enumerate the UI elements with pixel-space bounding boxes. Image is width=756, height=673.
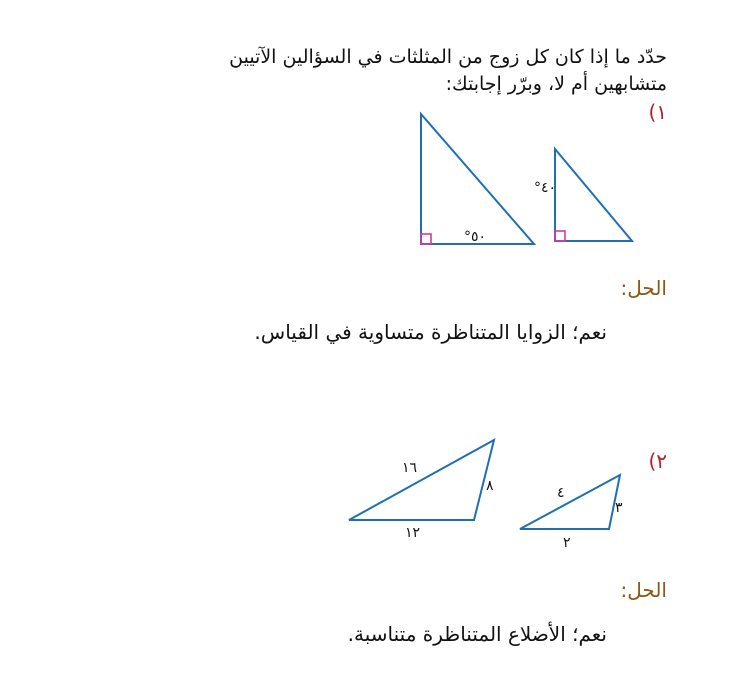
triangle-1-large bbox=[421, 114, 534, 244]
side-label-3: ٣ bbox=[615, 500, 623, 516]
side-label-4: ٤ bbox=[557, 485, 565, 501]
solution-label-1: الحل: bbox=[620, 276, 667, 300]
problem-2-number: ٢) bbox=[648, 449, 667, 473]
angle-label-50: ٥٠° bbox=[463, 229, 486, 245]
answer-1: نعم؛ الزوايا المتناظرة متساوية في القياس. bbox=[254, 320, 607, 344]
problem-1-number: ١) bbox=[648, 100, 667, 124]
question-line-2: متشابهين أم لا، وبرّر إجابتك: bbox=[445, 73, 667, 95]
side-label-16: ١٦ bbox=[402, 460, 418, 476]
question-line-1: حدّد ما إذا كان كل زوج من المثلثات في السؤالين الآتيين bbox=[229, 46, 667, 68]
side-label-8: ٨ bbox=[486, 478, 494, 494]
side-label-12: ١٢ bbox=[405, 525, 421, 541]
solution-label-2: الحل: bbox=[620, 578, 667, 602]
triangle-1-small bbox=[555, 149, 632, 241]
right-angle-marker-1-large bbox=[421, 234, 431, 244]
angle-label-40: ٤٠° bbox=[533, 180, 556, 196]
triangle-2-small bbox=[520, 475, 620, 529]
triangle-2-large bbox=[349, 440, 494, 520]
right-angle-marker-1-small bbox=[555, 231, 565, 241]
answer-2: نعم؛ الأضلاع المتناظرة متناسبة. bbox=[347, 622, 607, 646]
side-label-2: ٢ bbox=[563, 535, 571, 551]
